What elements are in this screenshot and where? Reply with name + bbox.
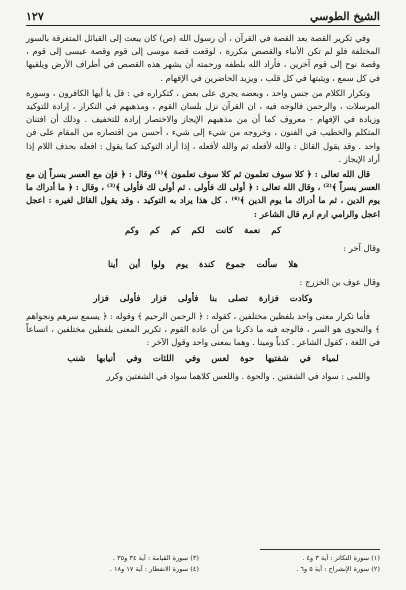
verse-4: لمياء في شفتيها حوة لعس وفي اللثات وفي أنيابها شنب (67, 354, 339, 365)
footnote-2: (٢) سورة الإنشراح : آية ٥ و٦ . (296, 565, 380, 573)
label-another-poet: وقال آخر : (343, 242, 380, 253)
verse-3: وكادت فزارة تصلى بنا فأولى فزار فأولى فزار (93, 293, 313, 304)
paragraph-3: قال الله تعالى : ﴿ كلا سوف تعلمون ثم كلا سوف تعلمون ﴾⁽¹⁾ وقال : ﴿ فإن مع العسر يسراً إن مع العسر يسراً ﴾⁽²⁾ ، وقال الله تعالى : ﴿ أولى لك فأولى . ثم أولى لك فأولى ﴾⁽³⁾ ، وقال : ﴿ ما أدراك ما يوم الدين ، ثم ما أدراك ما يوم الدين ﴾⁽⁴⁾ . كل هذا يراد به التوكيد . وقد يقول القائل لغيره : اعجل اعجل والرامي ارم ارم قال الشاعر : (26, 169, 381, 219)
label-awf-ibn-khazraj: وقال عوف بن الخزرج : (299, 276, 380, 287)
footnote-3: (٣) سورة القيامة : آية ٣٤ و٣٥ . (112, 554, 199, 562)
paragraph-2: وتكرار الكلام من جنس واحد ، وبعضه يجري على بعض ، كتكراره في : قل يا أيها الكافرون ، وسورة المرسلات ، والرحمن فالوجه فيه ، ان القرآن نزل بلسان القوم ، ومذهبهم في التكرار ، إرادة للتوكيد وزيادة في الإفهام - معروف كما أن من مذهبهم الإيجاز والاختصار إرادة للتخفيف . وذلك أن افتنان المتكلم والخطيب في الفنون ، وخروجه من شيء إلى شيء ، أحسن من اقتصاره من المقام على فن واحد . وقد يقول القائل : والله لأفعله ثم والله لأفعله ، إذا أراد التوكيد كما يقول : افعله بحذف اللام إذا أراد الإيجاز . (26, 87, 380, 164)
footnotes (26, 553, 380, 574)
header-title: الشيخ الطوسي (310, 10, 380, 23)
paragraph-4: فأما تكرار معنى واحد بلفظين مختلفين ، كقوله : ﴿ الرحمن الرحيم ﴾ وقوله : ﴿ يسمع سرهم ونجواهم ﴾ والنجوى هو السر ، فالوجه فيه ما ذكرنا من أن عادة القوم ، تكرير المعنى بلفظين مختلفين ، اتساعاً في اللغة ، كقول الشاعر . كذباً ومينا . وهما بمعنى واحد وقول الآخر : (26, 310, 380, 348)
page-number: ١٢٧ (26, 10, 44, 23)
running-header (26, 10, 380, 26)
footnote-4: (٤) سورة الانفطار : آية ١٧ و١٨ . (109, 565, 199, 573)
verse-2: هلا سألت جموع كندة يوم ولوا أين أينا (107, 259, 299, 270)
paragraph-5: واللمى : سواد في الشفتين . والحوة . واللعس كلاهما سواد في الشفتين وكرر (106, 371, 370, 382)
footnote-divider (260, 549, 380, 550)
verse-1: كم نعمة كانت لكم كم كم وكم (124, 225, 282, 236)
footnote-1: (١) سورة التكاثر : آية ٣ و٤ . (302, 554, 380, 562)
paragraph-1: وفي تكرير القصة بعد القصة في القرآن ، أن رسول الله (ص) كان يبعث إلى القبائل المتفرقة بالسور المختلفة فلو لم تكن الأنباء والقصص مكررة ، لوقعت قصة موسى إلى قوم وقصة عيسى إلى قوم ، وقصة نوح إلى قوم آخرين ، فأراد الله بلطفه ورحمته أن يشهر هذه القصص في أطراف الأرض ويلقيها في كل سمع ، ويثبتها في كل قلب ، ويزيد الحاضرين في الإفهام . (26, 33, 380, 83)
